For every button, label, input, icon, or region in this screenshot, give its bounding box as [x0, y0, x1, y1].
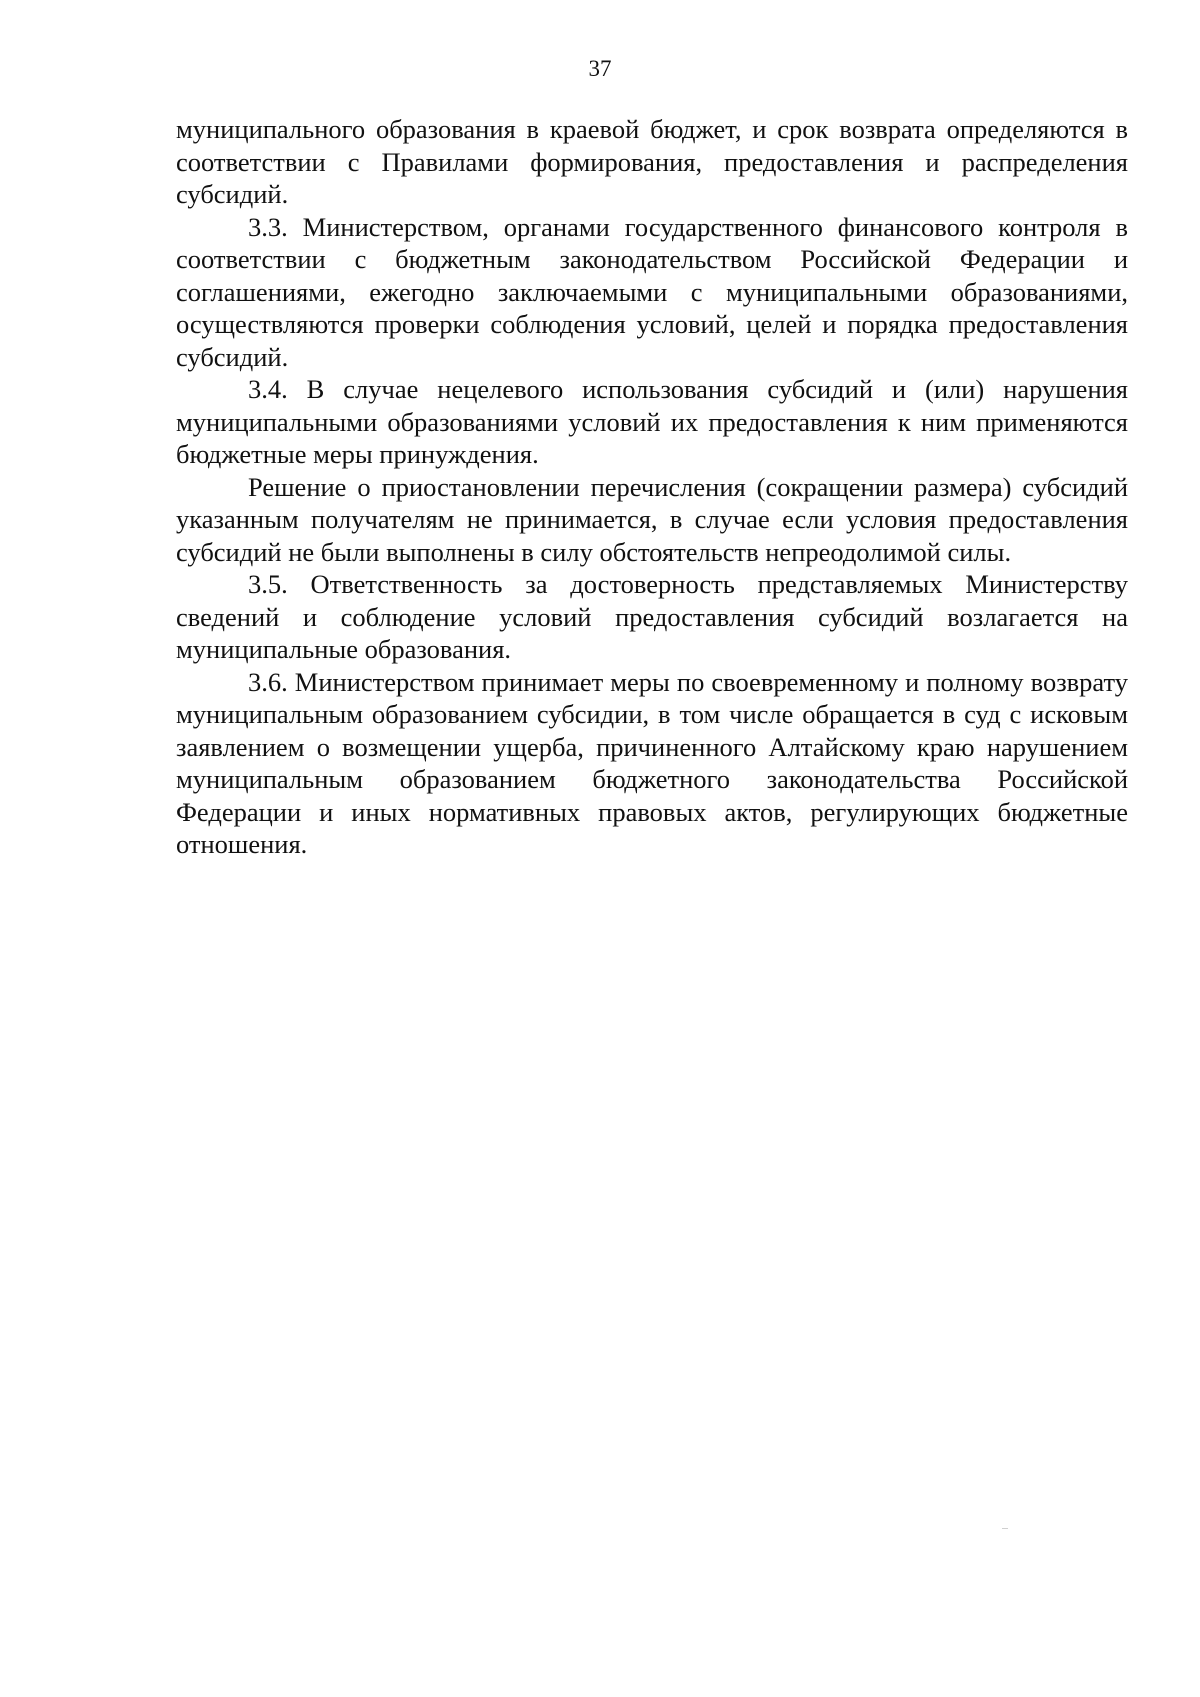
paragraph-3-6: 3.6. Министерством принимает меры по своевременному и полному возврату муниципальным образованием субсидии, в том числе обращается в суд с исковым заявлением о возмещении ущерба, причиненного Алтайскому краю нарушением муниципальным образованием бюджетного законодательства Российской Федерации и иных нормативных правовых актов, регулирующих бюджетные отношения. — [176, 666, 1128, 859]
paragraph-suspension-decision: Решение о приостановлении перечисления (сокращении размера) субсидий указанным получателям не принимается, в случае если условия предоставления субсидий не были выполнены в силу обстоятельств непреодолимой силы. — [176, 471, 1128, 567]
scan-artifact — [1002, 1528, 1008, 1529]
paragraph-3-5: 3.5. Ответственность за достоверность представляемых Министерству сведений и соблюдение условий предоставления субсидий возлагается на муниципальные образования. — [176, 569, 1128, 664]
document-body — [176, 113, 1128, 861]
paragraph-continuation: муниципального образования в краевой бюджет, и срок возврата определяются в соответствии с Правилами формирования, предоставления и распределения субсидий. — [176, 114, 1128, 209]
page-number: 37 — [588, 56, 612, 81]
paragraph-3-3: 3.3. Министерством, органами государственного финансового контроля в соответствии с бюджетным законодательством Российской Федерации и соглашениями, ежегодно заключаемыми с муниципальными образованиями, осуществляются проверки соблюдения условий, целей и порядка предоставления субсидий. — [176, 211, 1128, 372]
paragraph-3-4: 3.4. В случае нецелевого использования субсидий и (или) нарушения муниципальными образованиями условий их предоставления к ним применяются бюджетные меры принуждения. — [176, 374, 1128, 469]
